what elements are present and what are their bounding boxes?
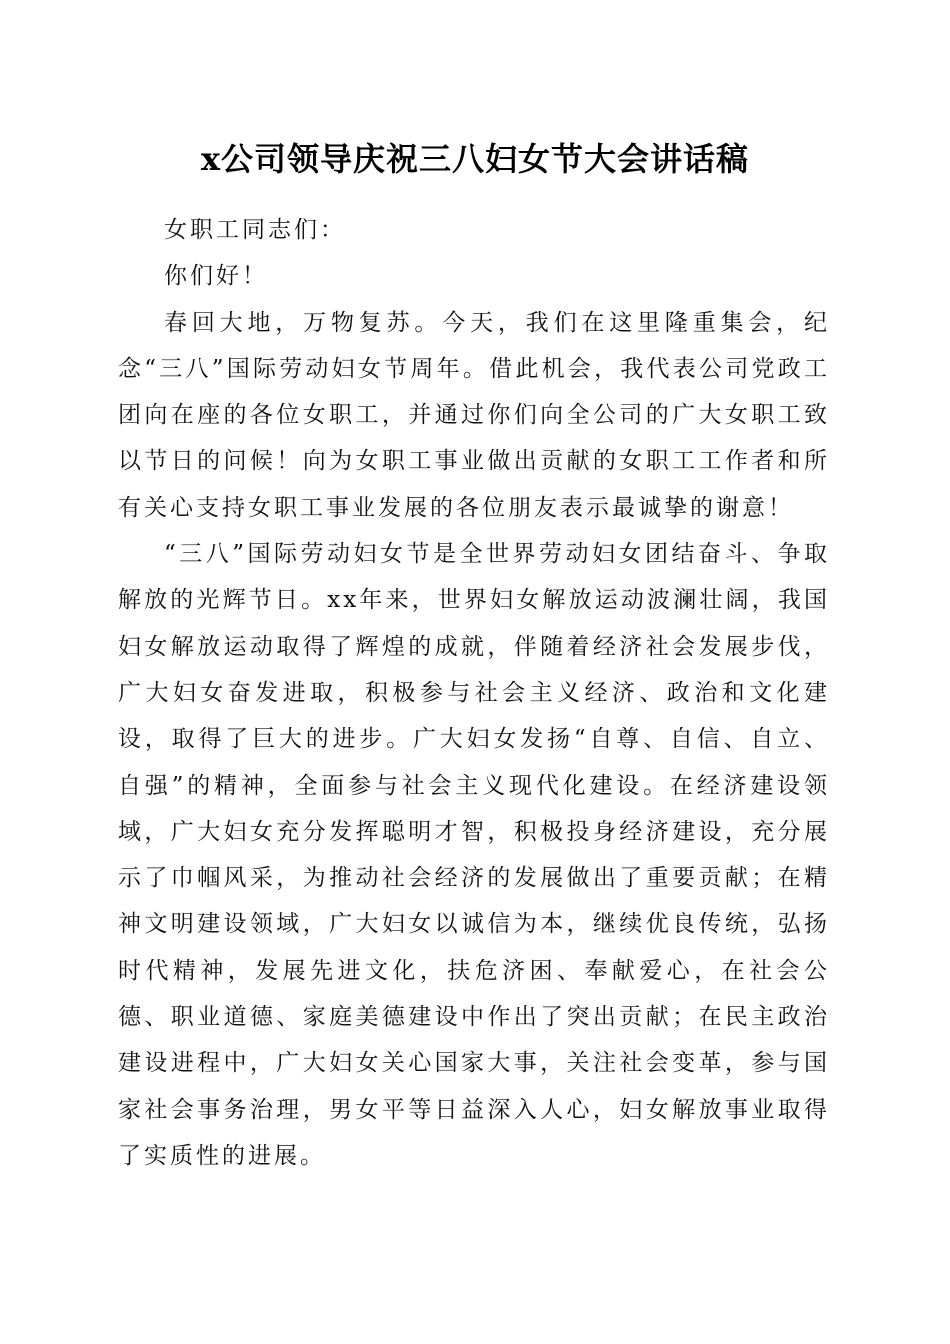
document-body [118,207,830,1179]
paragraph-history: “三八”国际劳动妇女节是全世界劳动妇女团结奋斗、争取解放的光辉节日。xx年来，世界妇女解放运动波澜壮阔，我国妇女解放运动取得了辉煌的成就，伴随着经济社会发展步伐，广大妇女奋发进取，积极参与社会主义经济、政治和文化建设，取得了巨大的进步。广大妇女发扬“自尊、自信、自立、自强”的精神，全面参与社会主义现代化建设。在经济建设领域，广大妇女充分发挥聪明才智，积极投身经济建设，充分展示了巾帼风采，为推动社会经济的发展做出了重要贡献；在精神文明建设领域，广大妇女以诚信为本，继续优良传统，弘扬时代精神，发展先进文化，扶危济困、奉献爱心，在社会公德、职业道德、家庭美德建设中作出了突出贡献；在民主政治建设进程中，广大妇女关心国家大事，关注社会变革，参与国家社会事务治理，男女平等日益深入人心，妇女解放事业取得了实质性的进展。 [118,541,830,1169]
document-title: x公司领导庆祝三八妇女节大会讲话稿 [200,140,750,178]
greeting: 你们好！ [164,263,268,290]
salutation: 女职工同志们： [164,217,346,243]
paragraph-opening: 春回大地，万物复苏。今天，我们在这里隆重集会，纪念“三八”国际劳动妇女节周年。借此机会，我代表公司党政工团向在座的各位女职工，并通过你们向全公司的广大女职工致以节日的问候！向为女职工事业做出贡献的女职工工作者和所有关心支持女职工事业发展的各位朋友表示最诚挚的谢意！ [118,309,830,521]
